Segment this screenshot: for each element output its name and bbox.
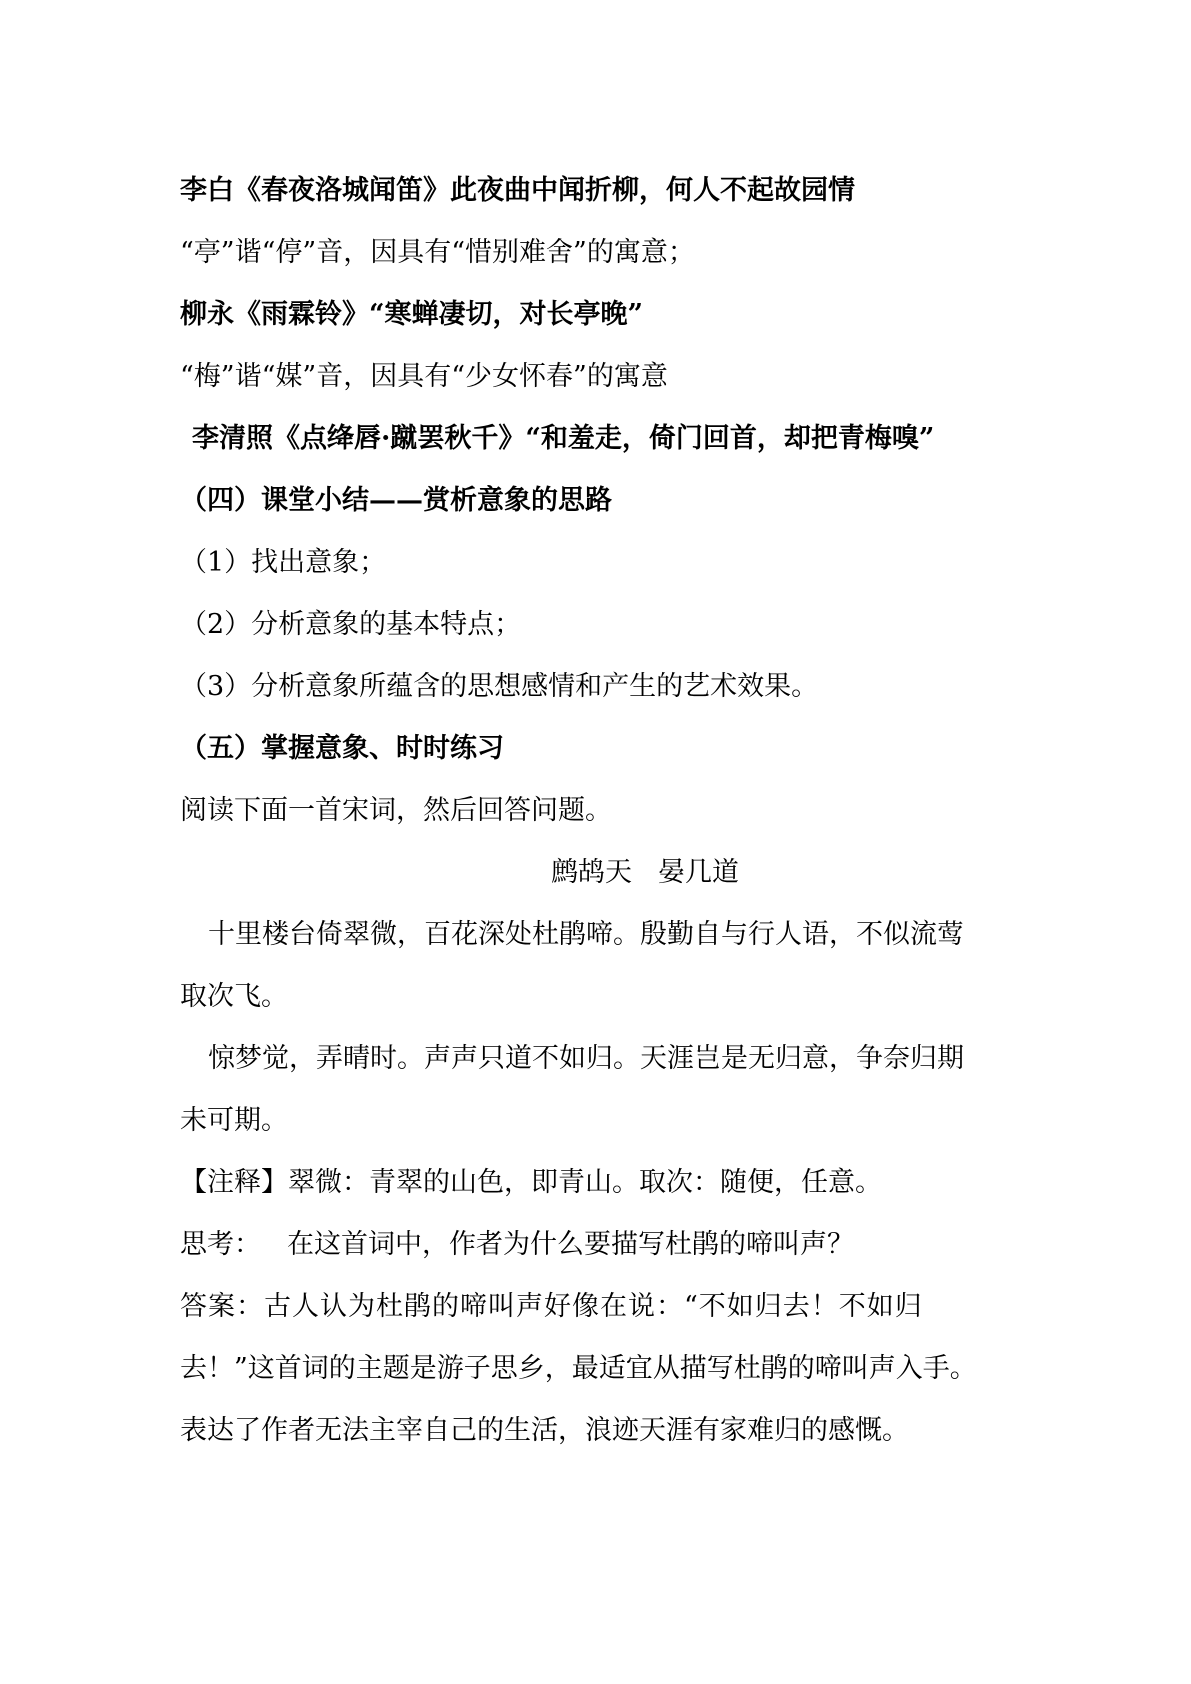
section-heading-four: （四）课堂小结——赏析意象的思路 — [180, 485, 612, 516]
explanation-ting: “亭”谐“停”音，因具有“惜别难舍”的寓意； — [180, 237, 695, 268]
poem-heading — [180, 842, 1040, 904]
example-li-qingzhao: 李清照《点绛唇·蹴罢秋千》“和羞走，倚门回首，却把青梅嗅” — [192, 423, 935, 454]
example-li-bai: 李白《春夜洛城闻笛》此夜曲中闻折柳，何人不起故园情 — [180, 175, 855, 206]
example-liu-yong: 柳永《雨霖铃》“寒蝉凄切，对长亭晚” — [180, 299, 644, 330]
summary-step-2: （2）分析意象的基本特点； — [180, 609, 522, 640]
poem-author: 晏几道 — [658, 857, 739, 888]
poem-stanza-2-line-1: 惊梦觉，弄晴时。声声只道不如归。天涯岂是无归意，争奈归期 — [208, 1043, 964, 1074]
exercise-intro: 阅读下面一首宋词，然后回答问题。 — [180, 795, 612, 826]
explanation-mei: “梅”谐“媒”音，因具有“少女怀春”的寓意 — [180, 361, 668, 392]
summary-step-3: （3）分析意象所蕴含的思想感情和产生的艺术效果。 — [180, 671, 819, 702]
question-text: 在这首词中，作者为什么要描写杜鹃的啼叫声？ — [287, 1229, 854, 1260]
annotation: 【注释】翠微：青翠的山色，即青山。取次：随便，任意。 — [180, 1167, 882, 1198]
answer-line-3: 表达了作者无法主宰自己的生活，浪迹天涯有家难归的感慨。 — [180, 1415, 909, 1446]
answer-line-2: 去！”这首词的主题是游子思乡，最适宜从描写杜鹃的啼叫声入手。 — [180, 1353, 977, 1384]
question — [180, 1214, 1040, 1276]
document-body — [180, 160, 1040, 1462]
poem-title: 鹧鸪天 — [551, 857, 632, 888]
poem-stanza-1-line-2: 取次飞。 — [180, 981, 288, 1012]
poem-stanza-1-line-1: 十里楼台倚翠微，百花深处杜鹃啼。殷勤自与行人语，不似流莺 — [208, 919, 964, 950]
answer-line-1: 答案：古人认为杜鹃的啼叫声好像在说：“不如归去！不如归 — [180, 1291, 923, 1322]
summary-step-1: （1）找出意象； — [180, 547, 387, 578]
poem-stanza-2-line-2: 未可期。 — [180, 1105, 288, 1136]
section-heading-five: （五）掌握意象、时时练习 — [180, 733, 504, 764]
question-label: 思考： — [180, 1229, 261, 1260]
